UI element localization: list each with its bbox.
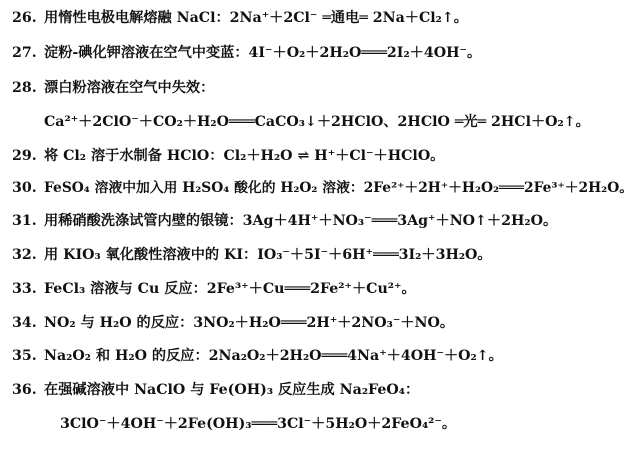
equation-text: 淀粉-碘化钾溶液在空气中变蓝：4I⁻＋O₂＋2H₂O═══2I₂＋4OH⁻。 [44,45,482,61]
equation-text: 用 KIO₃ 氧化酸性溶液中的 KI：IO₃⁻＋5I⁻＋6H⁺═══3I₂＋3H₂O。 [44,247,492,263]
equation-text: FeSO₄ 溶液中加入用 H₂SO₄ 酸化的 H₂O₂ 溶液：2Fe²⁺＋2H⁺＋H₂O₂═══2Fe³⁺＋2H₂O。 [44,180,634,196]
equation-text: 漂白粉溶液在空气中失效： [44,80,215,96]
equation-text: 用惰性电极电解熔融 NaCl：2Na⁺＋2Cl⁻ ═通电═ 2Na＋Cl₂↑。 [44,10,468,26]
equation-text: Na₂O₂ 和 H₂O 的反应：2Na₂O₂＋2H₂O═══4Na⁺＋4OH⁻＋O₂↑。 [44,348,503,364]
item-number: 30. [12,180,37,196]
item-number: 34. [12,315,37,331]
equation-text: Ca²⁺＋2ClO⁻＋CO₂＋H₂O═══CaCO₃↓＋2HClO、2HClO ═光═ 2HCl＋O₂↑。 [44,114,590,130]
equation-text: 将 Cl₂ 溶于水制备 HClO：Cl₂＋H₂O ⇌ H⁺＋Cl⁻＋HClO。 [44,148,445,164]
equation-text: 3ClO⁻＋4OH⁻＋2Fe(OH)₃═══3Cl⁻＋5H₂O＋2FeO₄²⁻。 [60,416,457,432]
item-number: 32. [12,247,37,263]
item-number: 29. [12,148,37,164]
item-number: 36. [12,382,37,398]
item-number: 33. [12,281,37,297]
item-number: 27. [12,45,37,61]
equation-text: 用稀硝酸洗涤试管内壁的银镜：3Ag＋4H⁺＋NO₃⁻═══3Ag⁺＋NO↑＋2H₂O。 [44,213,558,229]
item-number: 28. [12,80,37,96]
equation-text: NO₂ 与 H₂O 的反应：3NO₂＋H₂O═══2H⁺＋2NO₃⁻＋NO。 [44,315,455,331]
item-number: 31. [12,213,37,229]
equation-text: 在强碱溶液中 NaClO 与 Fe(OH)₃ 反应生成 Na₂FeO₄： [44,382,420,398]
item-number: 26. [12,10,37,26]
equation-text: FeCl₃ 溶液与 Cu 反应：2Fe³⁺＋Cu═══2Fe²⁺＋Cu²⁺。 [44,281,416,297]
item-number: 35. [12,348,37,364]
